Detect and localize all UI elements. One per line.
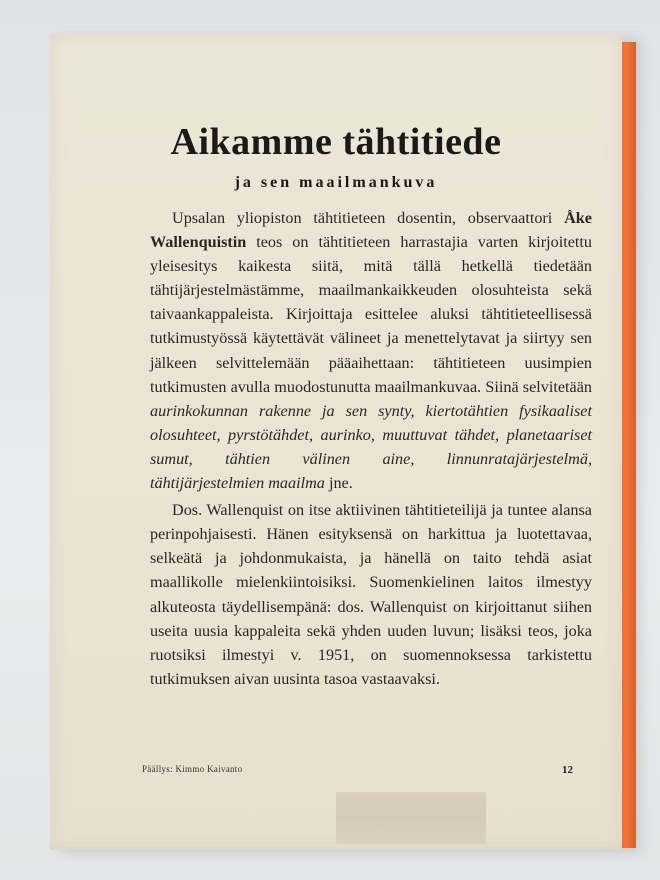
book-back-cover [50, 34, 622, 850]
series-number: 12 [562, 764, 573, 776]
cover-credit: Päällys: Kimmo Kaivanto [142, 764, 243, 774]
sticker-residue [336, 792, 486, 844]
blurb [150, 206, 592, 691]
blurb-text: teos on tähtitieteen harrastajia varten kirjoitettu yleisesitys kaikesta siitä, mitä tällä hetkellä tiedetään tähtijärjestelmästämme, maailmankaikkeuden olosuhteista sekä taivaankappaleista. Kirjoittaja esittelee aluksi tähtitieteellisessä tutkimustyössä käytettävät välineet ja menettelytavat ja siirtyy sen jälkeen selvittelemään pääaihettaan: tähtitieteen uusimpien tutkimusten avulla muodostunutta maailmankuvaa. Siinä selvitetään [150, 233, 592, 396]
blurb-text: Upsalan yliopiston tähtitieteen dosentin, observaattori [172, 209, 565, 227]
blurb-paragraph-2: Dos. Wallenquist on itse aktiivinen tähtitieteilijä ja tuntee alansa perinpohjaisesti. Hänen esityksensä on harkittua ja luotettavaa, selkeätä ja johdonmukaista, ja hänellä on taito tehdä asiat maallikolle mielenkiintoisiksi. Suomenkielinen laitos ilmestyy alkuteosta täydellisempänä: dos. Wallenquist on kirjoittanut siihen useita uusia kappaleita sekä yhden uuden luvun; lisäksi teos, joka ruotsiksi ilmestyi v. 1951, on suomennoksessa tarkistettu tutkimuksen aivan uusinta tasoa vastaavaksi. [150, 501, 592, 688]
topics-list: aurinkokunnan rakenne ja sen synty, kiertotähtien fysikaaliset olosuhteet, pyrstötähdet, aurinko, muuttuvat tähdet, planetaariset sumut, tähtien välinen aine, linnunratajärjestelmä, tähtijärjestelmien maailma [150, 401, 592, 493]
author-name: Åke Wallenquistin [150, 209, 592, 252]
book-subtitle: ja sen maailmankuva [234, 174, 438, 191]
blurb-text: jne. [324, 474, 353, 493]
book-title: Aikamme tähtitiede [170, 121, 502, 163]
blurb-paragraph-1 [150, 206, 592, 495]
